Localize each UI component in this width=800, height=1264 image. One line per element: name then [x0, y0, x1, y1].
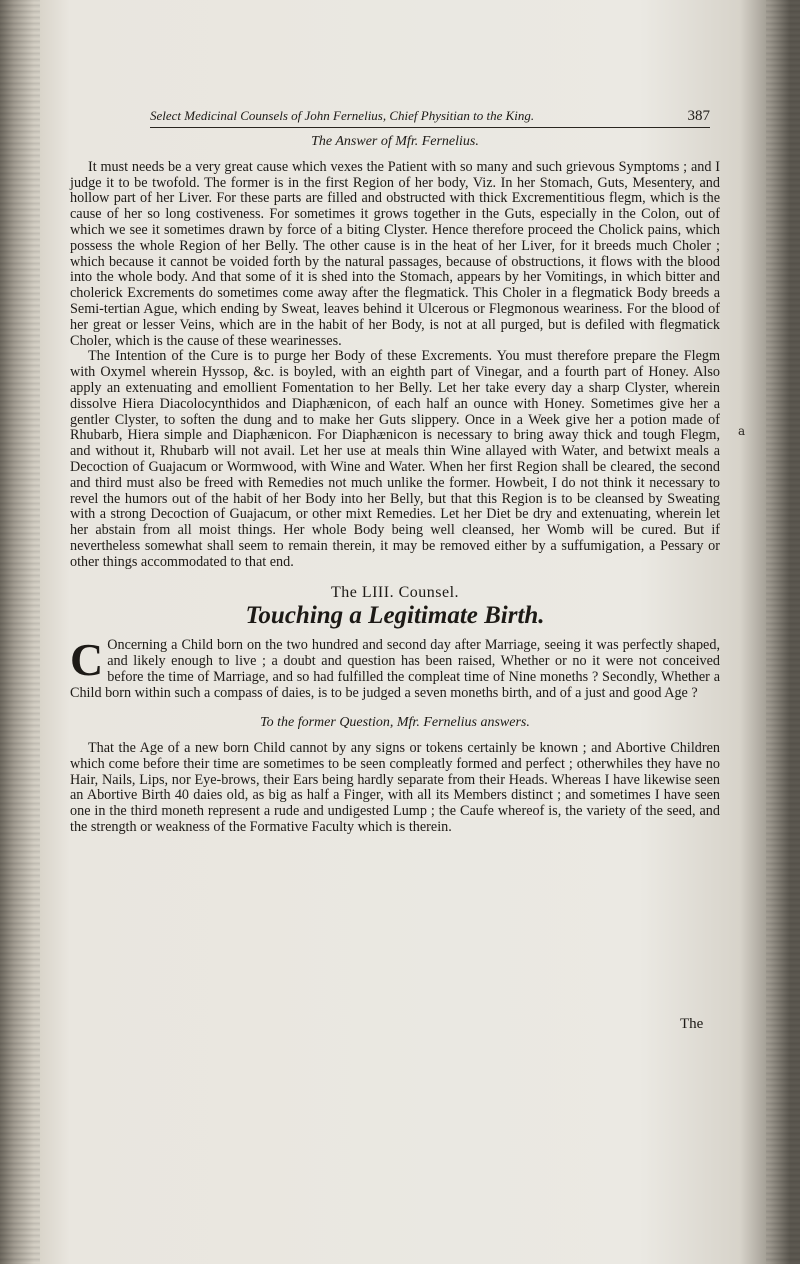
question-text: Oncerning a Child born on the two hundred and second day after Marriage, seeing it was perfectly shaped, and likely enough to live ; a doubt and question has been raised, Whether or no it were not conceived before the time of Marriage, and so had fulfilled the compleat time of Nine moneths ? Secondly, Whether a Child born within such a compass of daies, is to be judged a seven moneths birth, and of a just and good Age ? — [70, 637, 720, 701]
answer-paragraph-1: It must needs be a very great cause which vexes the Patient with so many and such grievous Symptoms ; and I judge it to be twofold. The former is in the first Region of her body, Viz. In her Stomach, Guts, Mesentery, and hollow part of her Liver. For these parts are filled and obstructed with thick Excrementitious flegm, which is the cause of her so long costiveness. For sometimes it grows together in the Guts, especially in the Colon, out of which we see it sometimes drawn by force of a biting Clyster. Hence therefore proceed the Cholick pains, which possess the whole Region of her Belly. The other cause is in the heat of her Liver, for it breeds much Choler ; which because it cannot be voided forth by the natural passages, because of obstructions, it flows with the blood into the whole body. And that some of it is shed into the Stomach, appears by her Vomitings, in which bitter and cholerick Excrements do sometimes come away after the flegmatick. This Choler in a flegmatick Body breeds a Semi-tertian Ague, which ending by Sweat, leaves behind it Ulcerous or Flegmonous weariness. For the blood of her great or lesser Veins, which are in the habit of her Body, is not at all purged, but is defiled with flegmatick Choler, which is the cause of these wearinesses. — [70, 158, 720, 349]
counsel-answer-heading: To the former Question, Mfr. Fernelius answers. — [260, 715, 530, 731]
page-number: 387 — [687, 108, 710, 124]
counsel-title: Touching a Legitimate Birth. — [245, 602, 545, 630]
margin-mark: a — [738, 424, 746, 438]
running-head — [150, 108, 710, 128]
right-binding-edge — [766, 0, 800, 1264]
text-block — [70, 128, 720, 836]
counsel-answer-text: That the Age of a new born Child cannot by any signs or tokens certainly be known ; and Abortive Children which come before their time are sometimes to be seen compleatly formed and perfect ; otherwhiles they have no Hair, Nails, Lips, nor Eye-brows, their Ears being hardly separate from their Heads. Whereas I have likewise seen an Abortive Birth 40 daies old, as big as half a Finger, with all its Members distinct ; and sometimes I have seen one in the third moneth represent a rude and undigested Lump ; the Caufe whereof is, the variety of the seed, and the strength or weakness of the Formative Faculty which is therein. — [70, 740, 720, 836]
left-binding-edge — [0, 0, 40, 1264]
catchword: The — [680, 1016, 704, 1032]
counsel-question — [70, 634, 720, 701]
counsel-number: The LIII. Counsel. — [330, 583, 460, 601]
running-title: Select Medicinal Counsels of John Fernelius, Chief Physitian to the King. — [150, 108, 535, 123]
answer-paragraph-2: The Intention of the Cure is to purge her Body of these Excrements. You must therefore prepare the Flegm with Oxymel wherein Hyssop, &c. is boyled, with an eighth part of Vinegar, and a fourth part of Honey. Also apply an extenuating and emollient Fomentation to her Belly. Let her take every day a sharp Clyster, wherein dissolve Hiera Diacolocynthidos and Diaphænicon, of each half an ounce with Honey. Sometimes give her a gentler Clyster, to soften the dung and to make her Guts slippery. Once in a Week give her a potion made of Rhubarb, Hiera simple and Diaphænicon. For Diaphænicon is necessary to bring away thick and tough Flegm, and without it, Rhubarb will not avail. Let her use at meals thin Wine allayed with Water, and betwixt meals a Decoction of Guajacum or Wormwood, with Wine and Water. When her first Region shall be cleared, the second and third must also be freed with Remedies not much unlike the former. Howbeit, I do not think it necessary to revel the humors out of the habit of her Body into her Belly, but that this Region is to be cleansed by Sweating with a strong Decoction of Guajacum, or other mixt Remedies. Let her Diet be dry and extenuating, wherein let her abstain from all moist things. Her whole Body being well cleansed, her Womb will be cured. But if nevertheless somewhat shall seem to remain therein, it may be removed either by a suffumigation, a Pessary or other things accommodated to that end. — [70, 348, 720, 570]
drop-cap: C — [70, 634, 104, 686]
answer-heading: The Answer of Mfr. Fernelius. — [311, 134, 479, 149]
